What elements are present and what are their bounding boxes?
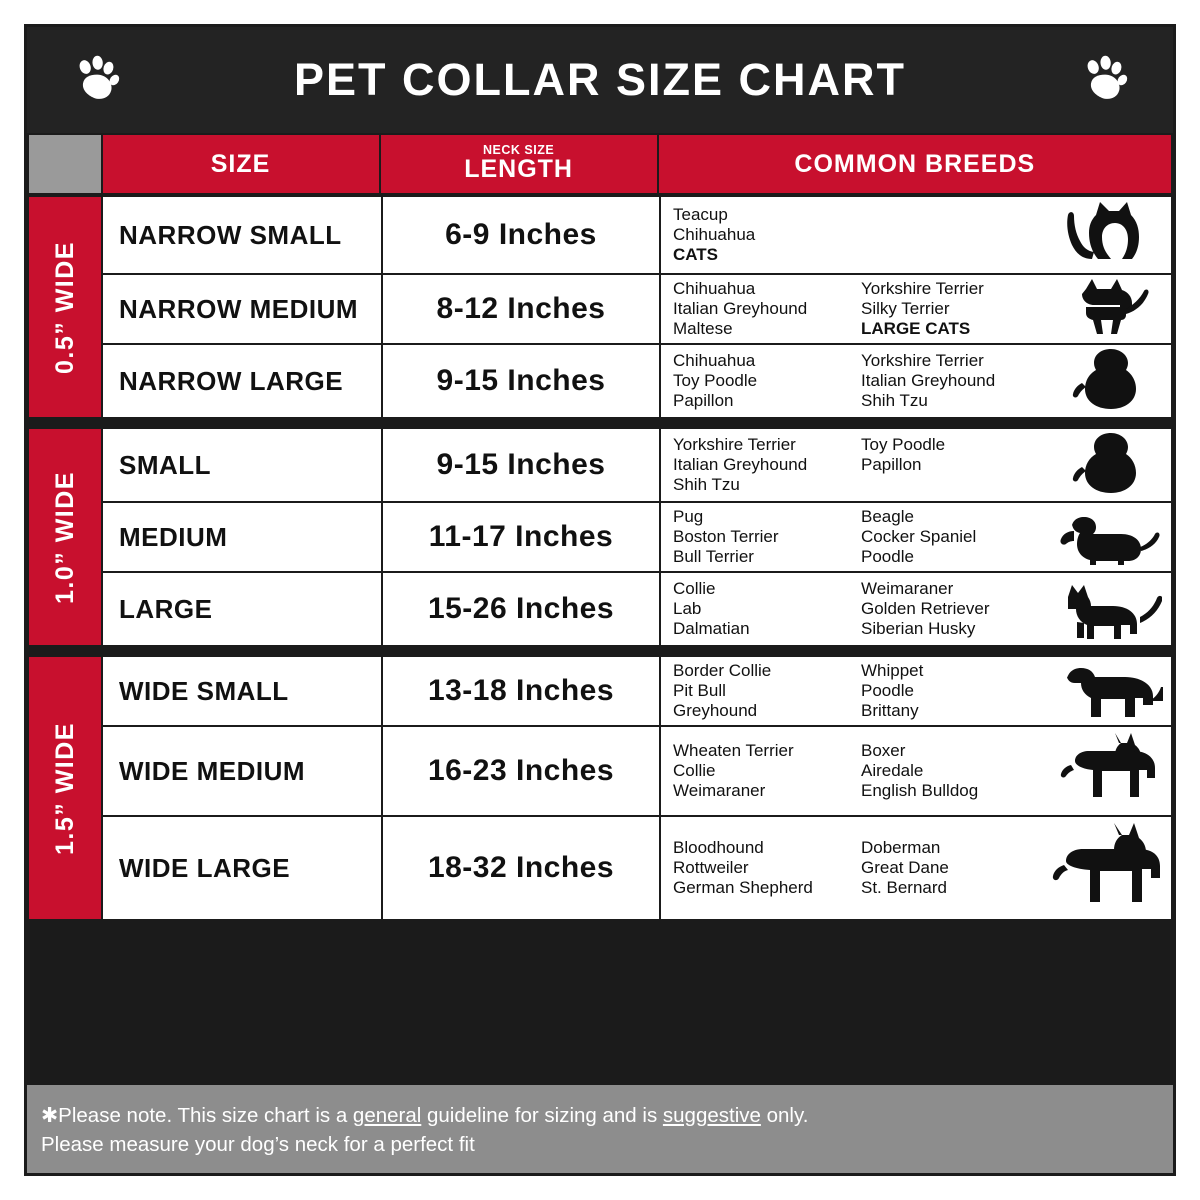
- breed-columns: [673, 435, 1049, 495]
- breed-name: Poodle: [861, 681, 914, 701]
- table-row: [103, 573, 1171, 645]
- breed-name: English Bulldog: [861, 781, 979, 801]
- breed-name: Papillon: [861, 455, 922, 475]
- breed-name: Border Collie: [673, 661, 772, 681]
- breed-list-left: [673, 205, 861, 265]
- cell-neck-length: 18-32 Inches: [381, 817, 659, 919]
- breed-name: Shih Tzu: [861, 391, 928, 411]
- breed-columns: [673, 279, 1049, 339]
- breed-list-left: [673, 351, 861, 411]
- cat-silhouette-icon: [1049, 201, 1167, 269]
- breed-name: Great Dane: [861, 858, 949, 878]
- cell-neck-length: 6-9 Inches: [381, 197, 659, 273]
- breed-list-right: [861, 507, 1049, 567]
- breed-list-right: [861, 838, 1049, 898]
- table-row: [103, 197, 1171, 273]
- breed-name: Doberman: [861, 838, 941, 858]
- cell-size: MEDIUM: [103, 503, 381, 571]
- table-row: [103, 503, 1171, 571]
- table-row: [103, 817, 1171, 919]
- paw-print-icon: [69, 53, 123, 107]
- breed-name: Poodle: [861, 547, 914, 567]
- cell-common-breeds: [659, 197, 1171, 273]
- breed-name: Collie: [673, 579, 716, 599]
- fluffy-toy-dog-silhouette-icon: [1049, 349, 1167, 413]
- footer-underline-general: general: [352, 1103, 422, 1127]
- cell-neck-length: 11-17 Inches: [381, 503, 659, 571]
- boxer-silhouette-icon: [1049, 731, 1167, 811]
- breed-list-left: [673, 279, 861, 339]
- breed-name: Boston Terrier: [673, 527, 779, 547]
- footer-underline-suggestive: suggestive: [662, 1103, 761, 1127]
- breed-columns: [673, 579, 1049, 639]
- breed-list-right: [861, 741, 1049, 801]
- breed-columns: [673, 205, 1049, 265]
- table-row: [103, 727, 1171, 815]
- cell-common-breeds: [659, 573, 1171, 645]
- breed-list-left: [673, 741, 861, 801]
- size-chart-table: [27, 133, 1173, 1085]
- breed-columns: [673, 507, 1049, 567]
- header-corner-spacer: [29, 135, 101, 193]
- breed-name: St. Bernard: [861, 878, 947, 898]
- breed-name: Weimaraner: [673, 781, 766, 801]
- breed-list-left: [673, 579, 861, 639]
- column-header-size: SIZE: [103, 135, 379, 193]
- cell-common-breeds: [659, 429, 1171, 501]
- breed-name: Bull Terrier: [673, 547, 754, 567]
- breed-columns: [673, 838, 1049, 898]
- breed-columns: [673, 351, 1049, 411]
- page-title: PET COLLAR SIZE CHART: [294, 54, 906, 105]
- chihuahua-silhouette-icon: [1049, 279, 1167, 339]
- cell-neck-length: 8-12 Inches: [381, 275, 659, 343]
- cell-size: NARROW SMALL: [103, 197, 381, 273]
- breed-name: Airedale: [861, 761, 924, 781]
- table-row: [103, 429, 1171, 501]
- breed-name: Beagle: [861, 507, 914, 527]
- breed-name: Yorkshire Terrier: [673, 435, 796, 455]
- column-header-length: NECK SIZE LENGTH: [381, 135, 657, 193]
- paw-print-icon: [1077, 53, 1131, 107]
- breed-name: Greyhound: [673, 701, 758, 721]
- breed-name: Chihuahua: [673, 351, 756, 371]
- cell-common-breeds: [659, 503, 1171, 571]
- beagle-silhouette-icon: [1049, 507, 1167, 567]
- footer-note: [27, 1085, 1173, 1173]
- cell-common-breeds: [659, 817, 1171, 919]
- chart-header: [27, 27, 1173, 133]
- group-rows: [103, 427, 1173, 647]
- group-rows: [103, 655, 1173, 921]
- breed-name: Maltese: [673, 319, 733, 339]
- size-group: [27, 655, 1173, 921]
- breed-name: Cocker Spaniel: [861, 527, 977, 547]
- breed-columns: [673, 661, 1049, 721]
- cell-size: WIDE LARGE: [103, 817, 381, 919]
- breed-list-right: [861, 205, 1049, 265]
- table-row: [103, 657, 1171, 725]
- bulldog-silhouette-icon: [1049, 661, 1167, 721]
- footer-line1-post: only.: [760, 1103, 809, 1127]
- cell-common-breeds: [659, 275, 1171, 343]
- breed-name: Pug: [673, 507, 704, 527]
- breed-name: Boxer: [861, 741, 906, 761]
- breed-list-right: [861, 579, 1049, 639]
- breed-name-emphasis: CATS: [673, 245, 719, 265]
- cell-neck-length: 13-18 Inches: [381, 657, 659, 725]
- breed-list-right: [861, 661, 1049, 721]
- column-header-common-breeds: COMMON BREEDS: [659, 135, 1171, 193]
- cell-neck-length: 15-26 Inches: [381, 573, 659, 645]
- cell-neck-length: 16-23 Inches: [381, 727, 659, 815]
- breed-name: Brittany: [861, 701, 919, 721]
- cell-neck-length: 9-15 Inches: [381, 345, 659, 417]
- breed-name: Lab: [673, 599, 702, 619]
- breed-list-left: [673, 435, 861, 495]
- breed-name-emphasis: LARGE CATS: [861, 319, 971, 339]
- cell-size: NARROW MEDIUM: [103, 275, 381, 343]
- size-group: [27, 427, 1173, 647]
- group-rows: [103, 195, 1173, 419]
- breed-name: Collie: [673, 761, 716, 781]
- breed-name: German Shepherd: [673, 878, 813, 898]
- breed-name: Italian Greyhound: [861, 371, 996, 391]
- breed-name: Italian Greyhound: [673, 299, 808, 319]
- group-width-label: [29, 657, 101, 919]
- breed-list-left: [673, 507, 861, 567]
- breed-name: Toy Poodle: [861, 435, 946, 455]
- cell-common-breeds: [659, 727, 1171, 815]
- footer-line-1: [41, 1101, 1159, 1130]
- table-header-row: [27, 133, 1173, 195]
- breed-name: Toy Poodle: [673, 371, 758, 391]
- footer-line-2: Please measure your dog’s neck for a perfect fit: [41, 1132, 475, 1156]
- breed-name: Golden Retriever: [861, 599, 990, 619]
- breed-name: Bloodhound: [673, 838, 764, 858]
- breed-list-left: [673, 838, 861, 898]
- breed-name: Chihuahua: [673, 224, 756, 244]
- cell-size: LARGE: [103, 573, 381, 645]
- husky-silhouette-icon: [1049, 577, 1167, 641]
- group-width-label-text: 1.5” WIDE: [50, 721, 79, 855]
- chart-frame: [24, 24, 1176, 1176]
- breed-name: Weimaraner: [861, 579, 954, 599]
- breed-list-right: [861, 351, 1049, 411]
- breed-list-left: [673, 661, 861, 721]
- breed-name: Rottweiler: [673, 858, 749, 878]
- fluffy-toy-dog-silhouette-icon: [1049, 433, 1167, 497]
- group-width-label-text: 1.0” WIDE: [50, 470, 79, 604]
- breed-columns: [673, 741, 1049, 801]
- breed-name: Yorkshire Terrier: [861, 351, 984, 371]
- cell-size: WIDE SMALL: [103, 657, 381, 725]
- breed-list-right: [861, 435, 1049, 495]
- breed-list-right: [861, 279, 1049, 339]
- breed-name: Italian Greyhound: [673, 455, 808, 475]
- cell-size: NARROW LARGE: [103, 345, 381, 417]
- breed-name: Papillon: [673, 391, 734, 411]
- group-width-label: [29, 197, 101, 417]
- footer-line1-mid: guideline for sizing and is: [421, 1103, 663, 1127]
- breed-name: Pit Bull: [673, 681, 726, 701]
- breed-name: Yorkshire Terrier: [861, 279, 984, 298]
- breed-name: Wheaten Terrier: [673, 741, 794, 761]
- cell-size: WIDE MEDIUM: [103, 727, 381, 815]
- cell-neck-length: 9-15 Inches: [381, 429, 659, 501]
- group-width-label: [29, 429, 101, 645]
- cell-common-breeds: [659, 657, 1171, 725]
- doberman-silhouette-icon: [1049, 821, 1167, 915]
- breed-name: Shih Tzu: [673, 475, 740, 495]
- table-row: [103, 275, 1171, 343]
- breed-name: Silky Terrier: [861, 299, 950, 319]
- breed-name: Whippet: [861, 661, 924, 681]
- breed-name: Dalmatian: [673, 619, 750, 639]
- breed-name: Teacup: [673, 204, 728, 224]
- cell-size: SMALL: [103, 429, 381, 501]
- footer-line1-pre: ✱Please note. This size chart is a: [41, 1103, 353, 1127]
- breed-name: Chihuahua: [673, 279, 756, 298]
- group-width-label-text: 0.5” WIDE: [50, 240, 79, 374]
- cell-common-breeds: [659, 345, 1171, 417]
- size-group: [27, 195, 1173, 419]
- table-row: [103, 345, 1171, 417]
- breed-name: Siberian Husky: [861, 619, 976, 639]
